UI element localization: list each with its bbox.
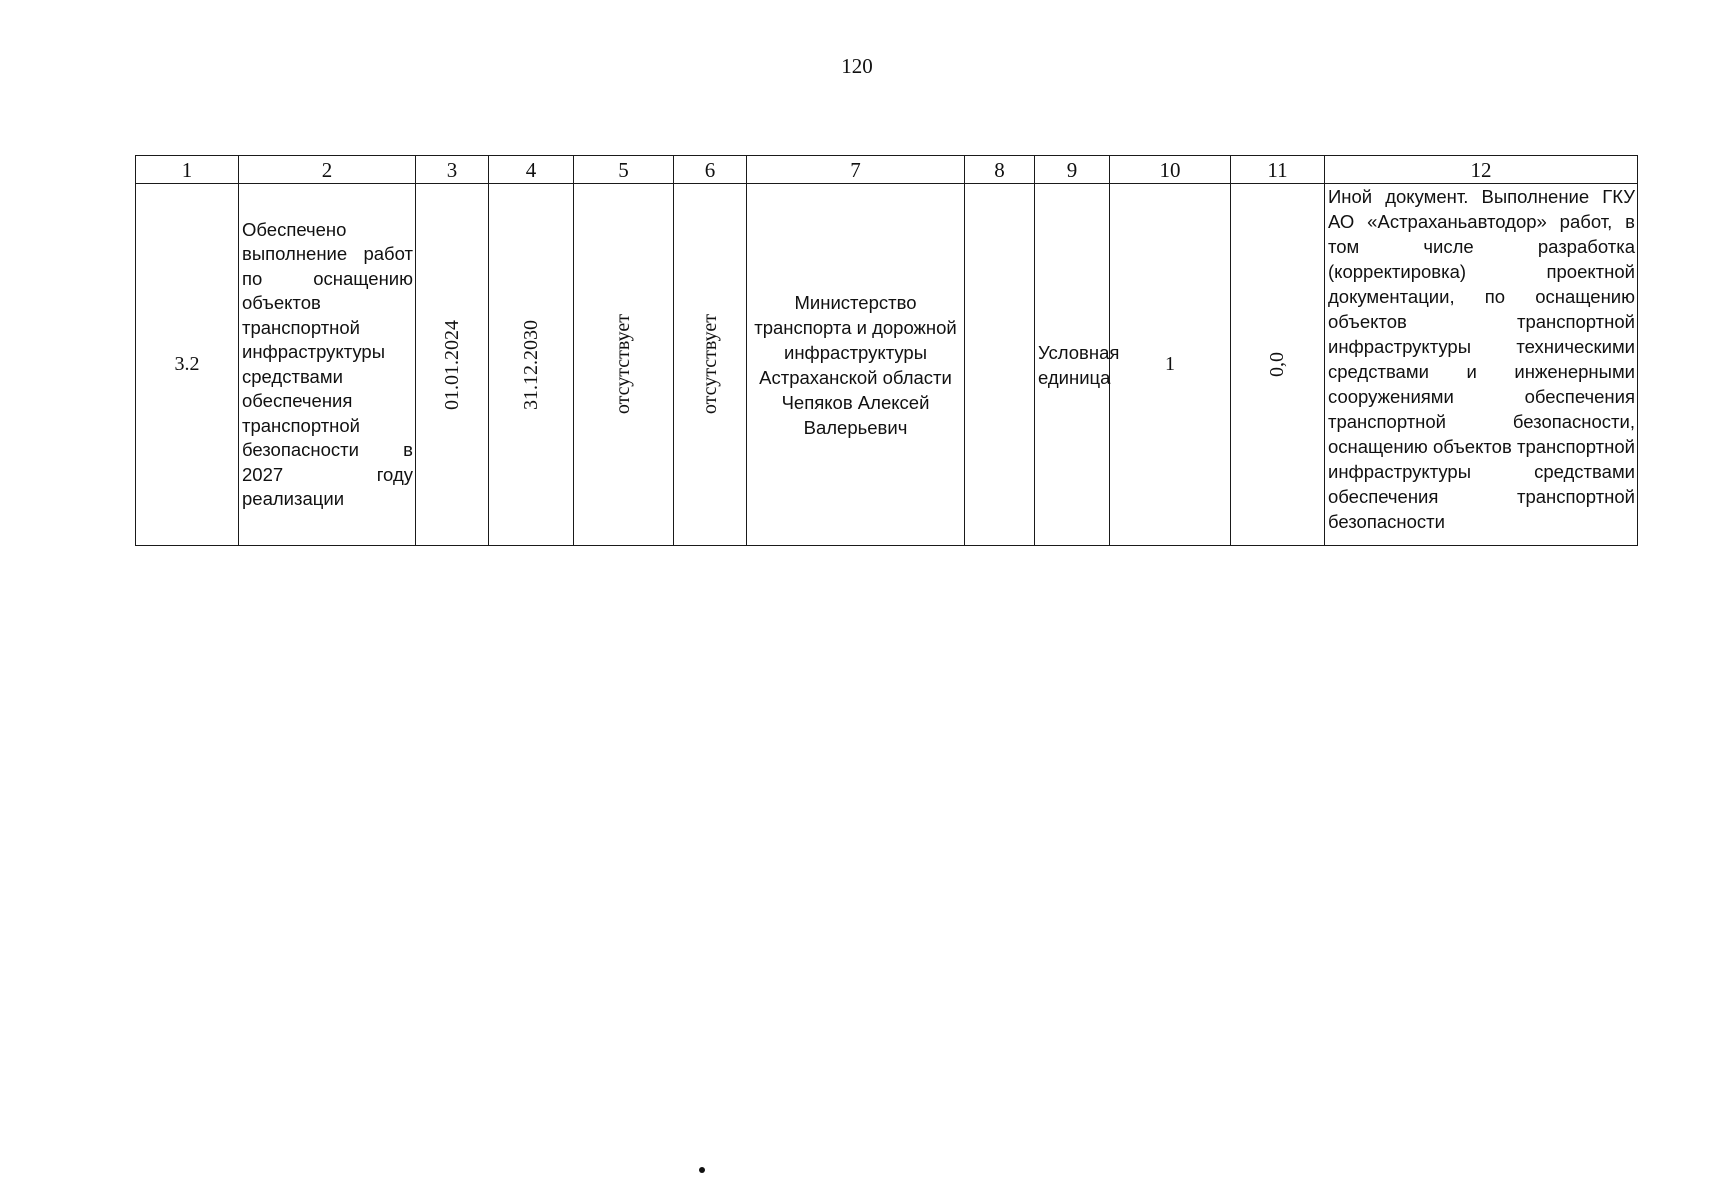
cell-document: Иной документ. Выполнение ГКУ АО «Астраханьавтодор» работ, в том числе разработка (корректировка) проектной документации, по оснащению объектов транспортной инфраструктуры техническими средствами и инженерными сооружениями обеспечения транспортной безопасности, оснащению объектов транспортной инфраструктуры средствами обеспечения транспортной безопасности xyxy=(1325,184,1638,546)
page-number: 120 xyxy=(841,54,873,78)
column-header-3: 3 xyxy=(416,156,489,184)
cell-column-8 xyxy=(965,184,1035,546)
column-header-5: 5 xyxy=(574,156,674,184)
column-header-8: 8 xyxy=(965,156,1035,184)
column-header-2: 2 xyxy=(239,156,416,184)
amount-text: 0,0 xyxy=(1266,352,1288,377)
cell-value: 1 xyxy=(1110,184,1231,546)
plan-table xyxy=(135,155,1638,546)
cell-end-date xyxy=(489,184,574,546)
scan-speck xyxy=(699,1167,705,1173)
column-5-text: отсутствует xyxy=(612,314,634,415)
column-header-10: 10 xyxy=(1110,156,1231,184)
start-date-text: 01.01.2024 xyxy=(440,319,463,410)
cell-number: 3.2 xyxy=(136,184,239,546)
column-header-7: 7 xyxy=(747,156,965,184)
table-row xyxy=(136,184,1638,546)
cell-unit: Условная единица xyxy=(1035,184,1110,546)
header-row xyxy=(136,156,1638,184)
column-header-11: 11 xyxy=(1231,156,1325,184)
cell-responsible: Министерство транспорта и дорожной инфраструктуры Астраханской области Чепяков Алексей Валерьевич xyxy=(747,184,965,546)
cell-start-date xyxy=(416,184,489,546)
column-6-text: отсутствует xyxy=(698,314,721,415)
column-header-9: 9 xyxy=(1035,156,1110,184)
column-header-4: 4 xyxy=(489,156,574,184)
cell-result-description: Обеспечено выполнение работ по оснащению объектов транспортной инфраструктуры средствами обеспечения транспортной безопасности в 2027 году реализации xyxy=(239,184,416,546)
column-header-12: 12 xyxy=(1325,156,1638,184)
cell-column-5 xyxy=(574,184,674,546)
cell-column-6 xyxy=(674,184,747,546)
column-header-6: 6 xyxy=(674,156,747,184)
end-date-text: 31.12.2030 xyxy=(519,319,542,410)
cell-amount xyxy=(1231,184,1325,546)
column-header-1: 1 xyxy=(136,156,239,184)
